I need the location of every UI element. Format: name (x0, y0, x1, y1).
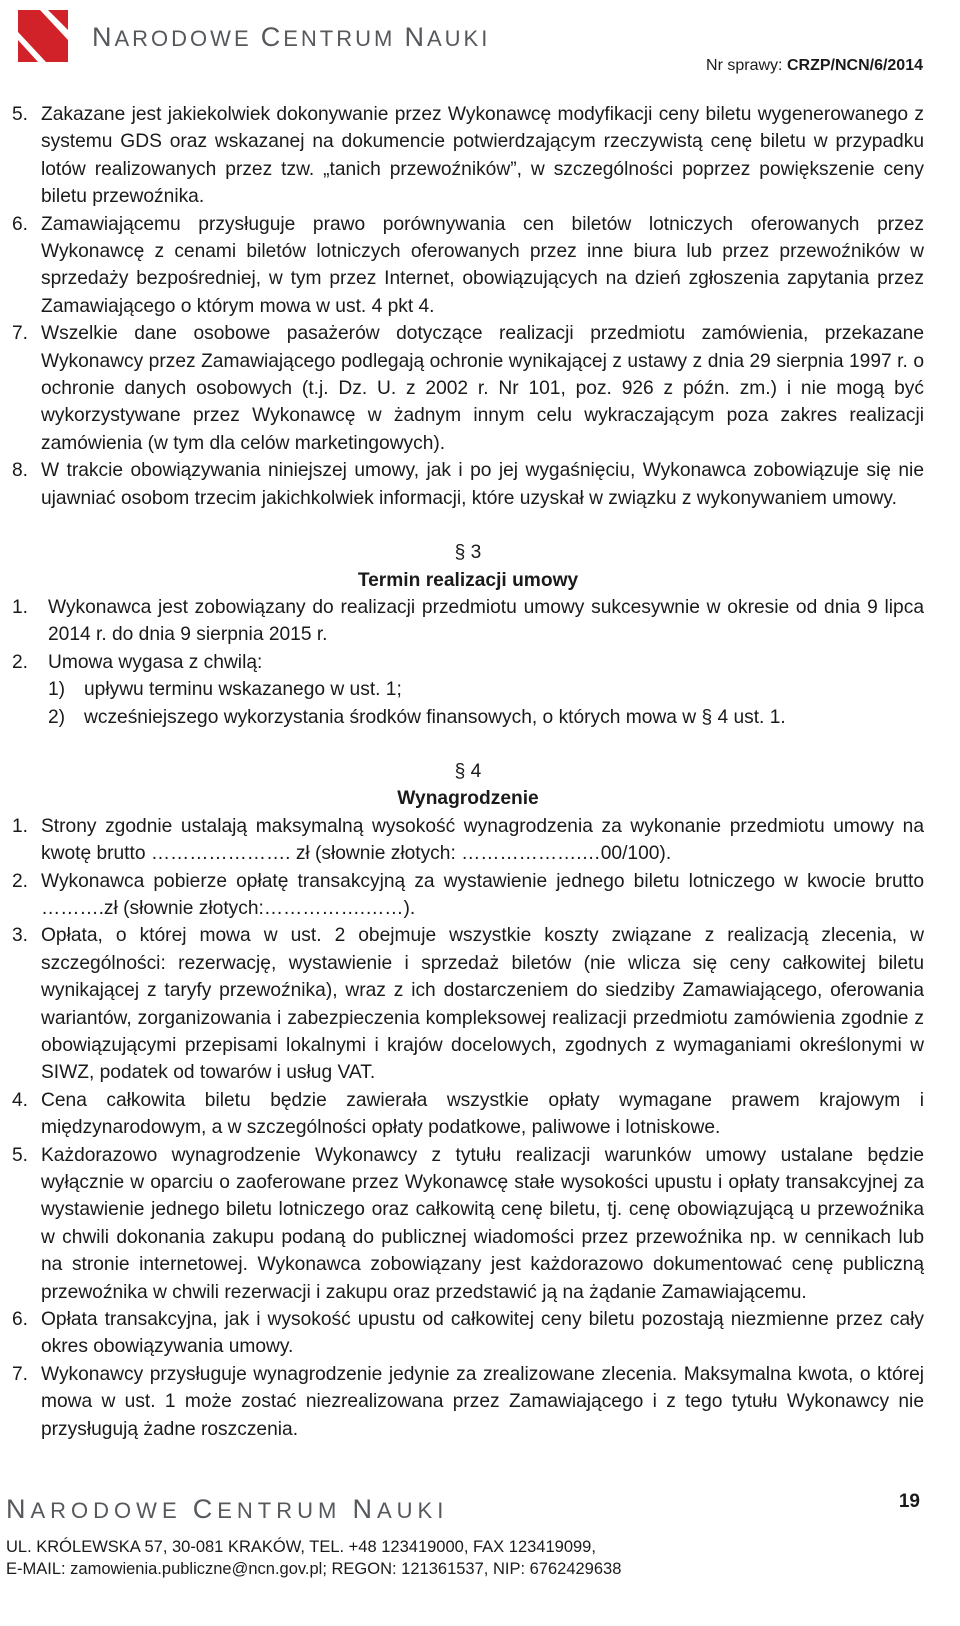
list-item (12, 1361, 924, 1443)
case-value: CRZP/NCN/6/2014 (786, 57, 923, 74)
case-number (706, 57, 923, 75)
list-item (12, 922, 924, 1086)
ncn-logo-icon (18, 10, 68, 62)
item-number: 7. (12, 323, 29, 345)
item-text: Wykonawca pobierze opłatę transakcyjną za wystawienie jednego biletu lotniczego w kwocie brutto ……….zł (słownie złotych:…………….……). (41, 870, 924, 919)
item-number: 6. (12, 213, 29, 235)
item-text: Strony zgodnie ustalają maksymalną wysokość wynagrodzenia za wykonanie przedmiotu umowy na kwotę brutto …………………. zł (słownie złotych: ……………….…00/100). (41, 815, 924, 865)
page-number: 19 (898, 1491, 920, 1512)
list-item (12, 868, 924, 923)
item-text: Wykonawca jest zobowiązany do realizacji przedmiotu umowy sukcesywnie w okresie od dnia 9 lipca 2014 r. do dnia 9 sierpnia 2015 r. (48, 596, 924, 646)
item-number: 8. (12, 460, 29, 482)
sub-item-number: 1) (48, 679, 66, 701)
list-item (12, 649, 924, 731)
list-item (12, 457, 924, 512)
item-text: Wykonawcy przysługuje wynagrodzenie jedynie za zrealizowane zlecenia. Maksymalna kwota, o której mowa w ust. 1 może zostać niezrealizowana przez Zamawiającego i z tego tytułu Wykonawcy nie przysługują żadne roszczenia. (41, 1363, 924, 1440)
item-number: 1. (12, 596, 29, 618)
item-number: 2. (12, 870, 29, 892)
footer-address (6, 1536, 621, 1580)
section-4-title: Wynagrodzenie (397, 788, 539, 810)
list-item (12, 594, 924, 649)
sub-list (48, 676, 924, 731)
item-text: Zamawiającemu przysługuje prawo porównywania cen biletów lotniczych oferowanych przez Wykonawcę z cenami biletów lotniczych oferowanych przez inne biura lub przez przewoźników w sprzedaży bezpośredniej, w tym przez Internet, obowiązujących na dzień zgłoszenia zapytania przez Zamawiającego o którym mowa w ust. 4 pkt 4. (41, 213, 924, 317)
list-item (12, 1306, 924, 1361)
sub-item (48, 704, 924, 731)
address-line-1: UL. KRÓLEWSKA 57, 30-081 KRAKÓW, TEL. +48 123419000, FAX 123419099, (6, 1538, 596, 1556)
list-item (12, 320, 924, 457)
item-text: Wszelkie dane osobowe pasażerów dotyczące realizacji przedmiotu zamówienia, przekazane Wykonawcy przez Zamawiającego podlegają ochronie wynikającej z ustawy z dnia 29 sierpnia 1997 r. o ochronie danych osobowych (t.j. Dz. U. z 2002 r. Nr 101, poz. 926 z późn. zm.) i nie mogą być wykorzystywane przez Wykonawcę w żadnym innym celu wykraczającym poza zakres realizacji zamówienia (w tym dla celów marketingowych). (41, 323, 924, 454)
section-4-list (12, 813, 924, 1443)
sub-item-text: wcześniejszego wykorzystania środków finansowych, o których mowa w § 4 ust. 1. (84, 706, 786, 728)
item-text: Każdorazowo wynagrodzenie Wykonawcy z tytułu realizacji warunków umowy ustalane będzie wyłącznie w oparciu o zaoferowane przez Wykonawcę stałe wysokości upustu i opłaty transakcyjnej za wystawienie jednego biletu lotniczego oraz całkowitą cenę biletu, tj. cenę obowiązującą u przewoźnika w chwili dokonania zakupu podaną do publicznej wiadomości przez przewoźnika np. w cennikach lub na stronie internetowej. Wykonawca zobowiązany jest każdorazowo dokumentować cenę publiczną przewoźnika w chwili rezerwacji i zakupu oraz przedstawić ją na żądanie Zamawiającemu. (41, 1144, 924, 1303)
page-footer (0, 1488, 960, 1626)
item-number: 5. (12, 104, 29, 125)
item-number: 4. (12, 1089, 29, 1111)
item-text: Cena całkowita biletu będzie zawierała wszystkie opłaty wymagane prawem krajowym i międzynarodowym, a w szczególności opłaty podatkowe, paliwowe i lotniskowe. (41, 1089, 924, 1139)
case-label: Nr sprawy: (706, 57, 787, 74)
document-body (12, 101, 924, 1443)
sub-item (48, 676, 924, 703)
section-3-sign: § 3 (454, 542, 482, 564)
item-text: Umowa wygasa z chwilą: (48, 651, 263, 673)
address-line-2: E-MAIL: zamowienia.publiczne@ncn.gov.pl; REGON: 121361537, NIP: 6762429638 (6, 1560, 622, 1578)
sub-item-text: upływu terminu wskazanego w ust. 1; (84, 679, 402, 701)
item-text: Opłata transakcyjna, jak i wysokość upustu od całkowitej ceny biletu pozostają niezmienne przez cały okres obowiązywania umowy. (41, 1309, 924, 1358)
paragraph-list (12, 101, 924, 512)
list-item (12, 101, 924, 211)
section-4-sign: § 4 (454, 760, 482, 782)
item-number: 1. (12, 815, 29, 837)
item-text: Opłata, o której mowa w ust. 2 obejmuje wszystkie koszty związane z realizacją zlecenia, w szczególności: rezerwację, wystawienie i sprzedaż biletów (nie wlicza się ceny całkowitej biletu wynikającej z taryfy przewoźnika), wraz z ich dostarczeniem do siedziby Zamawiającego, oferowania wariantów, zorganizowania i zabezpieczenia kompleksowej realizacji przedmiotu zamówienia zgodnie z obowiązującymi przepisami lokalnymi i krajów docelowych, zgodnych z wymaganiami określonymi w SIWZ, podatek od towarów i usług VAT. (41, 925, 924, 1084)
page-header (0, 0, 960, 90)
item-number: 3. (12, 925, 29, 947)
item-number: 2. (12, 651, 29, 673)
item-number: 6. (12, 1309, 29, 1331)
footer-brand: NARODOWE CENTRUM NAUKI (6, 1494, 449, 1524)
item-number: 5. (12, 1144, 29, 1166)
list-item (12, 1142, 924, 1306)
brand-name: NARODOWE CENTRUM NAUKI (92, 22, 491, 52)
list-item (12, 1087, 924, 1142)
list-item (12, 813, 924, 868)
section-3-title: Termin realizacji umowy (357, 569, 579, 591)
sub-item-number: 2) (48, 706, 66, 728)
item-number: 7. (12, 1363, 29, 1385)
section-3-list (12, 594, 924, 731)
list-item (12, 211, 924, 321)
item-text: Zakazane jest jakiekolwiek dokonywanie przez Wykonawcę modyfikacji ceny biletu wygenerowanego z systemu GDS oraz wskazanej na dokumencie potwierdzającym rzeczywistą cenę biletu w przypadku lotów realizowanych przez tzw. „tanich przewoźników”, w szczególności poprzez powiększenie ceny biletu przewoźnika. (41, 104, 924, 208)
item-text: W trakcie obowiązywania niniejszej umowy, jak i po jej wygaśnięciu, Wykonawca zobowiązuje się nie ujawniać osobom trzecim jakichkolwiek informacji, które uzyskał w związku z wykonywaniem umowy. (41, 460, 924, 509)
